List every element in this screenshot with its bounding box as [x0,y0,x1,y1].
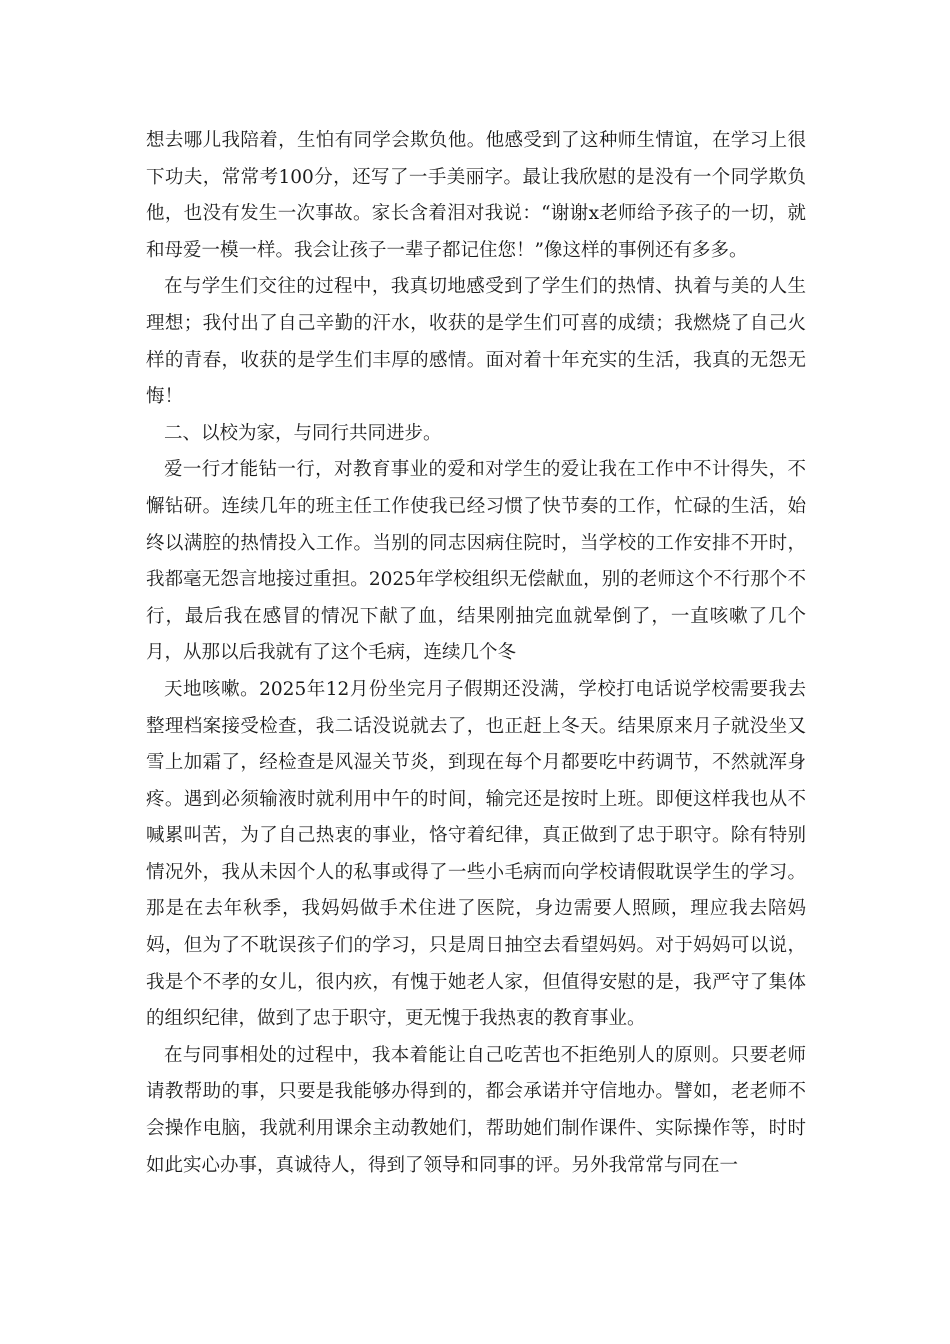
paragraph-3: 爱一行才能钻一行，对教育事业的爱和对学生的爱让我在工作中不计得失，不懈钻研。连续几年的班主任工作使我已经习惯了快节奏的工作，忙碌的生活，始终以满腔的热情投入工作。当别的同志因病住院时，当学校的工作安排不开时，我都毫无怨言地接过重担。2025年学校组织无偿献血，别的老师这个不行那个不行，最后我在感冒的情况下献了血，结果刚抽完血就晕倒了，一直咳嗽了几个月，从那以后我就有了这个毛病，连续几个冬 [146,459,806,664]
document-page [146,123,806,1184]
section-heading: 二、以校为家，与同行共同进步。 [164,422,442,444]
paragraph-2: 在与学生们交往的过程中，我真切地感受到了学生们的热情、执着与美的人生理想；我付出了自己辛勤的汗水，收获的是学生们可喜的成绩；我燃烧了自己火样的青春，收获的是学生们丰厚的感情。面对着十年充实的生活，我真的无怨无悔！ [146,276,806,408]
paragraph-5: 在与同事相处的过程中，我本着能让自己吃苦也不拒绝别人的原则。只要老师请教帮助的事，只要是我能够办得到的，都会承诺并守信地办。譬如，老老师不会操作电脑，我就利用课余主动教她们，帮助她们制作课件、实际操作等，时时如此实心办事，真诚待人，得到了领导和同事的评。另外我常常与同在一 [146,1044,806,1176]
paragraph-1: 想去哪儿我陪着，生怕有同学会欺负他。他感受到了这种师生情谊，在学习上很下功夫，常常考100分，还写了一手美丽字。最让我欣慰的是没有一个同学欺负他，也没有发生一次事故。家长含着泪对我说：“谢谢x老师给予孩子的一切，就和母爱一模一样。我会让孩子一辈子都记住您！”像这样的事例还有多多。 [146,130,806,261]
paragraph-4: 天地咳嗽。2025年12月份坐完月子假期还没满，学校打电话说学校需要我去整理档案接受检查，我二话没说就去了，也正赶上冬天。结果原来月子就没坐又雪上加霜了，经检查是风湿关节炎，到现在每个月都要吃中药调节，不然就浑身疼。遇到必须输液时就利用中午的时间，输完还是按时上班。即便这样我也从不喊累叫苦，为了自己热衷的事业，恪守着纪律，真正做到了忠于职守。除有特别情况外，我从未因个人的私事或得了一些小毛病而向学校请假耽误学生的学习。那是在去年秋季，我妈妈做手术住进了医院，身边需要人照顾，理应我去陪妈妈，但为了不耽误孩子们的学习，只是周日抽空去看望妈妈。对于妈妈可以说，我是个不孝的女儿，很内疚，有愧于她老人家，但值得安慰的是，我严守了集体的组织纪律，做到了忠于职守，更无愧于我热衷的教育事业。 [146,678,806,1030]
